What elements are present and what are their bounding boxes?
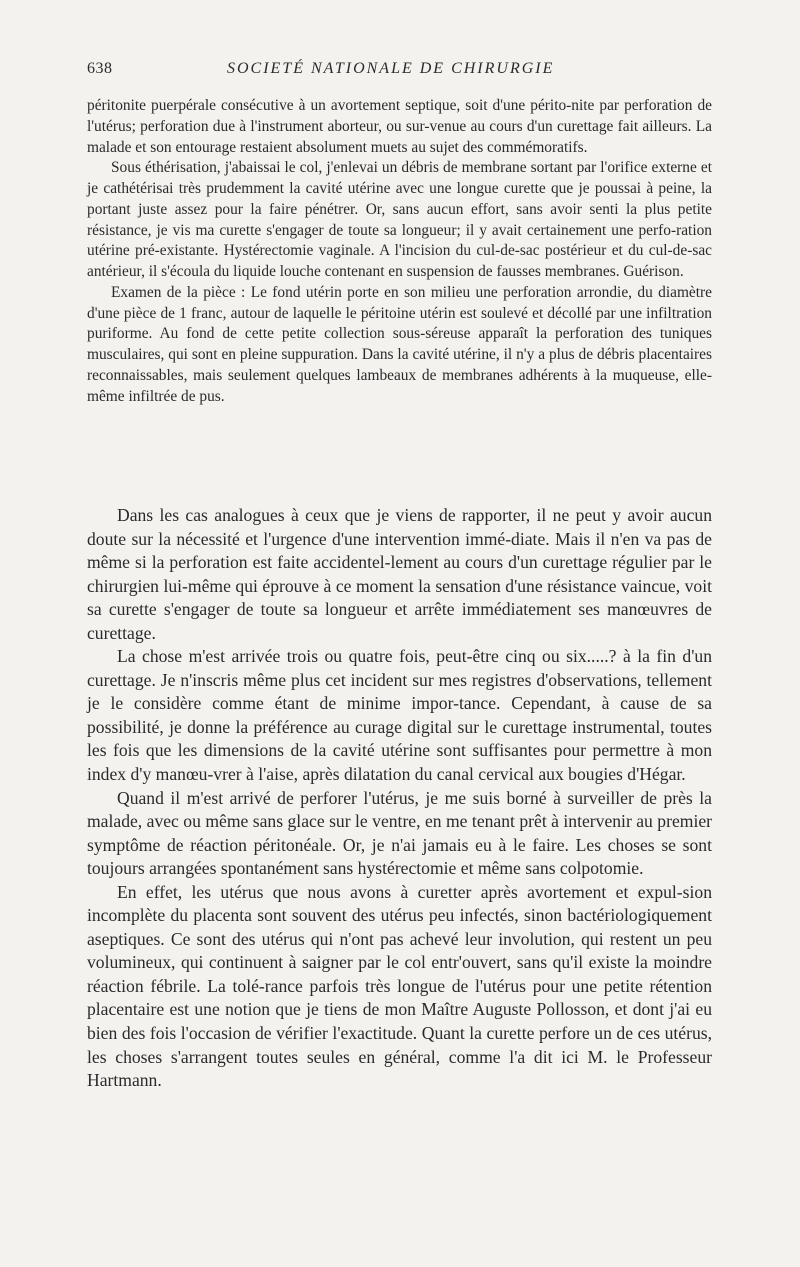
running-title: SOCIETÉ NATIONALE DE CHIRURGIE [227, 60, 555, 77]
small-paragraph-1: péritonite puerpérale consécutive à un avortement septique, soit d'une périto-nite par perforation de l'utérus; perforation due à l'instrument aborteur, ou sur-venue au cours d'un curettage fait ailleurs. La malade et son entourage restaient absolument muets au sujet des commémoratifs. [87, 97, 712, 156]
case-report-small-text [87, 96, 712, 407]
large-paragraph-1: Dans les cas analogues à ceux que je viens de rapporter, il ne peut y avoir aucun doute sur la nécessité et l'urgence d'une intervention immé-diate. Mais il n'en va pas de même si la perforation est faite accidentel-lement au cours d'un curettage régulier par le chirurgien lui-même qui éprouve à ce moment la sensation d'une résistance vaincue, voit sa curette s'engager de toute sa longueur et arrête immédiatement ses manœuvres de curettage. [87, 505, 712, 643]
small-paragraph-3: Examen de la pièce : Le fond utérin porte en son milieu une perforation arrondie, du diamètre d'une pièce de 1 franc, autour de laquelle le péritoine utérin est soulevé et décollé par une infiltration puriforme. Au fond de cette petite collection sous-séreuse apparaît la perforation des tuniques musculaires, qui sont en pleine suppuration. Dans la cavité utérine, il n'y a plus de débris placentaires reconnaissables, mais seulement quelques lambeaux de membranes adhérents à la muqueuse, elle-même infiltrée de pus. [87, 283, 712, 405]
large-paragraph-2: La chose m'est arrivée trois ou quatre fois, peut-être cinq ou six.....? à la fin d'un curettage. Je n'inscris même plus cet incident sur mes registres d'observations, tellement je le considère comme étant de minime impor-tance. Cependant, à cause de sa possibilité, je donne la préférence au curage digital sur le curettage instrumental, toutes les fois que les dimensions de la cavité utérine sont suffisantes pour permettre à mon index d'y manœu-vrer à l'aise, après dilatation du canal cervical aux bougies d'Hégar. [87, 646, 712, 785]
page-number: 638 [87, 60, 113, 77]
discussion-large-text [87, 504, 712, 1093]
page-header [87, 60, 712, 84]
large-paragraph-3: Quand il m'est arrivé de perforer l'utérus, je me suis borné à surveiller de près la malade, avec ou même sans glace sur le ventre, en me tenant prêt à intervenir au premier symptôme de réaction péritonéale. Or, je n'ai jamais eu à le faire. Les choses se sont toujours arrangées spontanément sans hystérectomie et même sans colpotomie. [87, 787, 712, 879]
small-paragraph-2: Sous éthérisation, j'abaissai le col, j'enlevai un débris de membrane sortant par l'orifice externe et je cathétérisai très prudemment la cavité utérine avec une longue curette que je poussai à peine, la portant juste assez pour la faire pénétrer. Or, sans aucun effort, sans avoir senti la plus petite résistance, je vis ma curette s'engager de toute sa longueur; il y avait certainement une perfo-ration utérine pré-existante. Hystérectomie vaginale. A l'incision du cul-de-sac postérieur et du cul-de-sac antérieur, il s'écoula du liquide louche contenant en suspension de fausses membranes. Guérison. [87, 159, 712, 280]
large-paragraph-4: En effet, les utérus que nous avons à curetter après avortement et expul-sion incomplète du placenta sont souvent des utérus peu infectés, sinon bactériologiquement aseptiques. Ce sont des utérus qui n'ont pas achevé leur involution, qui restent un peu volumineux, qui continuent à saigner par le col entr'ouvert, sans qu'il existe la moindre réaction fébrile. La tolé-rance parfois très longue de l'utérus pour une petite rétention placentaire est une notion que je tiens de mon Maître Auguste Pollosson, et dont j'ai eu bien des fois l'occasion de vérifier l'exactitude. Quant la curette perfore un de ces utérus, les choses s'arrangent toutes seules en général, comme l'a dit ici M. le Professeur Hartmann. [87, 881, 712, 1091]
